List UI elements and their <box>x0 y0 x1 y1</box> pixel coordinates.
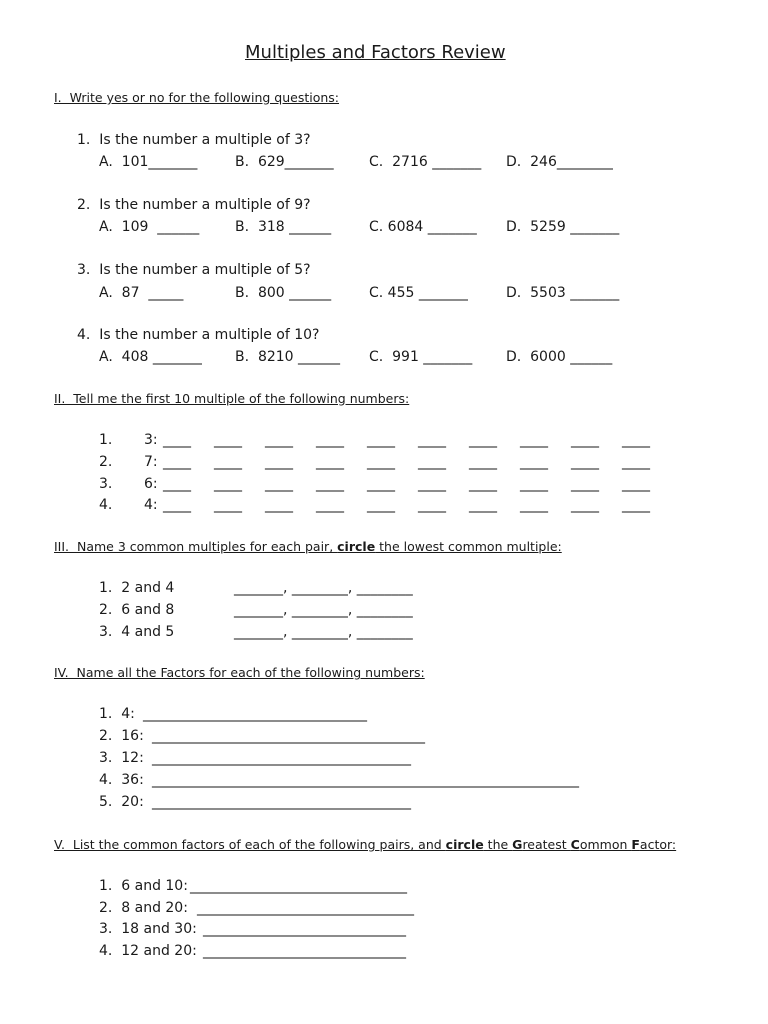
s1-q2-option-b: B. 318 ______ <box>235 219 332 235</box>
s5-item-2-label: 2. 8 and 20: <box>99 900 188 916</box>
s4-item-3-label: 3. 12: <box>99 750 144 766</box>
s1-q4-option-b: B. 8210 ______ <box>235 349 341 365</box>
page-title: Multiples and Factors Review <box>245 42 506 63</box>
s1-q2-option-d: D. 5259 _______ <box>506 219 620 235</box>
s2-row-1-blank-10: ____ <box>622 432 650 448</box>
s5-item-4-label: 4. 12 and 20: <box>99 943 197 959</box>
section-2-header: II. Tell me the first 10 multiple of the following numbers: <box>54 391 410 406</box>
s2-row-2-blank-5: ____ <box>367 454 395 470</box>
s1-q1-option-a: A. 101_______ <box>99 154 198 170</box>
s2-row-3-blank-2: ____ <box>214 476 242 492</box>
s2-row-3-blank-3: ____ <box>265 476 293 492</box>
s5-header-part-9: actor: <box>639 837 677 852</box>
s2-row-2-blank-2: ____ <box>214 454 242 470</box>
s3-item-2-answer: _______, ________, ________ <box>234 602 413 618</box>
s3-item-1-answer: _______, ________, ________ <box>234 580 413 596</box>
s1-q2-option-c: C. 6084 _______ <box>369 219 477 235</box>
section-4-header: IV. Name all the Factors for each of the following numbers: <box>54 665 425 680</box>
section-3-header-circle: circle <box>337 539 376 554</box>
section-3-header <box>54 541 562 554</box>
s5-header-part-3: the <box>483 837 513 852</box>
s1-q4-label: 4. Is the number a multiple of 10? <box>77 327 320 343</box>
s2-row-4-blank-6: ____ <box>418 497 446 513</box>
s2-row-1-blank-8: ____ <box>520 432 548 448</box>
s5-item-1-line: _______________________________ <box>190 878 407 894</box>
s4-item-5-line: _____________________________________ <box>152 794 411 810</box>
s1-q2-option-a: A. 109 ______ <box>99 219 200 235</box>
s2-row-4-number: 4. <box>99 497 113 513</box>
s1-q3-label: 3. Is the number a multiple of 5? <box>77 262 311 278</box>
s2-row-2-blank-7: ____ <box>469 454 497 470</box>
section-1-header: I. Write yes or no for the following questions: <box>54 90 340 105</box>
s1-q1-option-d: D. 246________ <box>506 154 613 170</box>
s4-item-1-line: ________________________________ <box>143 706 367 722</box>
s4-item-5-label: 5. 20: <box>99 794 144 810</box>
s5-item-1-label: 1. 6 and 10: <box>99 878 188 894</box>
s2-row-1-blank-1: ____ <box>163 432 191 448</box>
s3-item-3-label: 3. 4 and 5 <box>99 624 175 640</box>
s3-item-1-label: 1. 2 and 4 <box>99 580 175 596</box>
s5-header-part-5: reatest <box>522 837 571 852</box>
s4-item-3-line: _____________________________________ <box>152 750 411 766</box>
s2-row-1-label: 3: <box>144 432 158 448</box>
s2-row-3-blank-4: ____ <box>316 476 344 492</box>
s2-row-3-blank-8: ____ <box>520 476 548 492</box>
s5-header-g: G <box>512 837 523 852</box>
s4-item-1-label: 1. 4: <box>99 706 135 722</box>
s1-q4-option-a: A. 408 _______ <box>99 349 202 365</box>
section-3-header-text: III. Name 3 common multiples for each pair, <box>54 539 338 554</box>
s2-row-4-blank-9: ____ <box>571 497 599 513</box>
s2-row-1-blank-6: ____ <box>418 432 446 448</box>
s2-row-2-blank-8: ____ <box>520 454 548 470</box>
s1-q3-option-c: C. 455 _______ <box>369 285 468 301</box>
s2-row-1-number: 1. <box>99 432 113 448</box>
s2-row-1-blank-3: ____ <box>265 432 293 448</box>
s2-row-2-blank-3: ____ <box>265 454 293 470</box>
s2-row-2-blank-9: ____ <box>571 454 599 470</box>
section-3-header-text-end: the lowest common multiple: <box>375 539 562 554</box>
s2-row-4-blank-8: ____ <box>520 497 548 513</box>
s2-row-3-blank-1: ____ <box>163 476 191 492</box>
s2-row-2-label: 7: <box>144 454 158 470</box>
s2-row-4-blank-10: ____ <box>622 497 650 513</box>
s2-row-3-number: 3. <box>99 476 113 492</box>
s2-row-1-blank-9: ____ <box>571 432 599 448</box>
s2-row-3-label: 6: <box>144 476 158 492</box>
s2-row-1-blank-7: ____ <box>469 432 497 448</box>
s5-header-circle: circle <box>445 837 484 852</box>
s5-item-3-label: 3. 18 and 30: <box>99 921 197 937</box>
s4-item-4-line: _____________________________________________________________ <box>152 772 579 788</box>
s5-item-4-line: _____________________________ <box>203 943 406 959</box>
s2-row-3-blank-7: ____ <box>469 476 497 492</box>
s4-item-2-label: 2. 16: <box>99 728 144 744</box>
s2-row-4-blank-2: ____ <box>214 497 242 513</box>
s1-q1-option-c: C. 2716 _______ <box>369 154 482 170</box>
s3-item-3-answer: _______, ________, ________ <box>234 624 413 640</box>
s2-row-4-blank-1: ____ <box>163 497 191 513</box>
s5-header-part-7: ommon <box>579 837 632 852</box>
s2-row-3-blank-5: ____ <box>367 476 395 492</box>
s5-header-part-1: V. List the common factors of each of the following pairs, and <box>54 837 446 852</box>
s2-row-4-blank-3: ____ <box>265 497 293 513</box>
s2-row-4-label: 4: <box>144 497 158 513</box>
s4-item-4-label: 4. 36: <box>99 772 144 788</box>
s2-row-1-blank-4: ____ <box>316 432 344 448</box>
s2-row-1-blank-5: ____ <box>367 432 395 448</box>
s2-row-4-blank-4: ____ <box>316 497 344 513</box>
s2-row-3-blank-6: ____ <box>418 476 446 492</box>
s5-header-c: C <box>570 837 580 852</box>
s1-q4-option-d: D. 6000 ______ <box>506 349 613 365</box>
s5-header-f: F <box>631 837 640 852</box>
s2-row-2-number: 2. <box>99 454 113 470</box>
s2-row-4-blank-5: ____ <box>367 497 395 513</box>
s2-row-2-blank-1: ____ <box>163 454 191 470</box>
s3-item-2-label: 2. 6 and 8 <box>99 602 175 618</box>
s2-row-3-blank-9: ____ <box>571 476 599 492</box>
s1-q4-option-c: C. 991 _______ <box>369 349 473 365</box>
s5-item-3-line: _____________________________ <box>203 921 406 937</box>
s2-row-2-blank-6: ____ <box>418 454 446 470</box>
s1-q3-option-d: D. 5503 _______ <box>506 285 620 301</box>
s2-row-1-blank-2: ____ <box>214 432 242 448</box>
s4-item-2-line: _______________________________________ <box>152 728 425 744</box>
s2-row-4-blank-7: ____ <box>469 497 497 513</box>
s1-q1-option-b: B. 629_______ <box>235 154 334 170</box>
section-5-header <box>54 839 676 852</box>
s1-q2-label: 2. Is the number a multiple of 9? <box>77 197 311 213</box>
s2-row-3-blank-10: ____ <box>622 476 650 492</box>
s5-item-2-line: _______________________________ <box>197 900 414 916</box>
s1-q3-option-a: A. 87 _____ <box>99 285 184 301</box>
s1-q1-label: 1. Is the number a multiple of 3? <box>77 132 311 148</box>
s2-row-2-blank-10: ____ <box>622 454 650 470</box>
s1-q3-option-b: B. 800 ______ <box>235 285 332 301</box>
s2-row-2-blank-4: ____ <box>316 454 344 470</box>
